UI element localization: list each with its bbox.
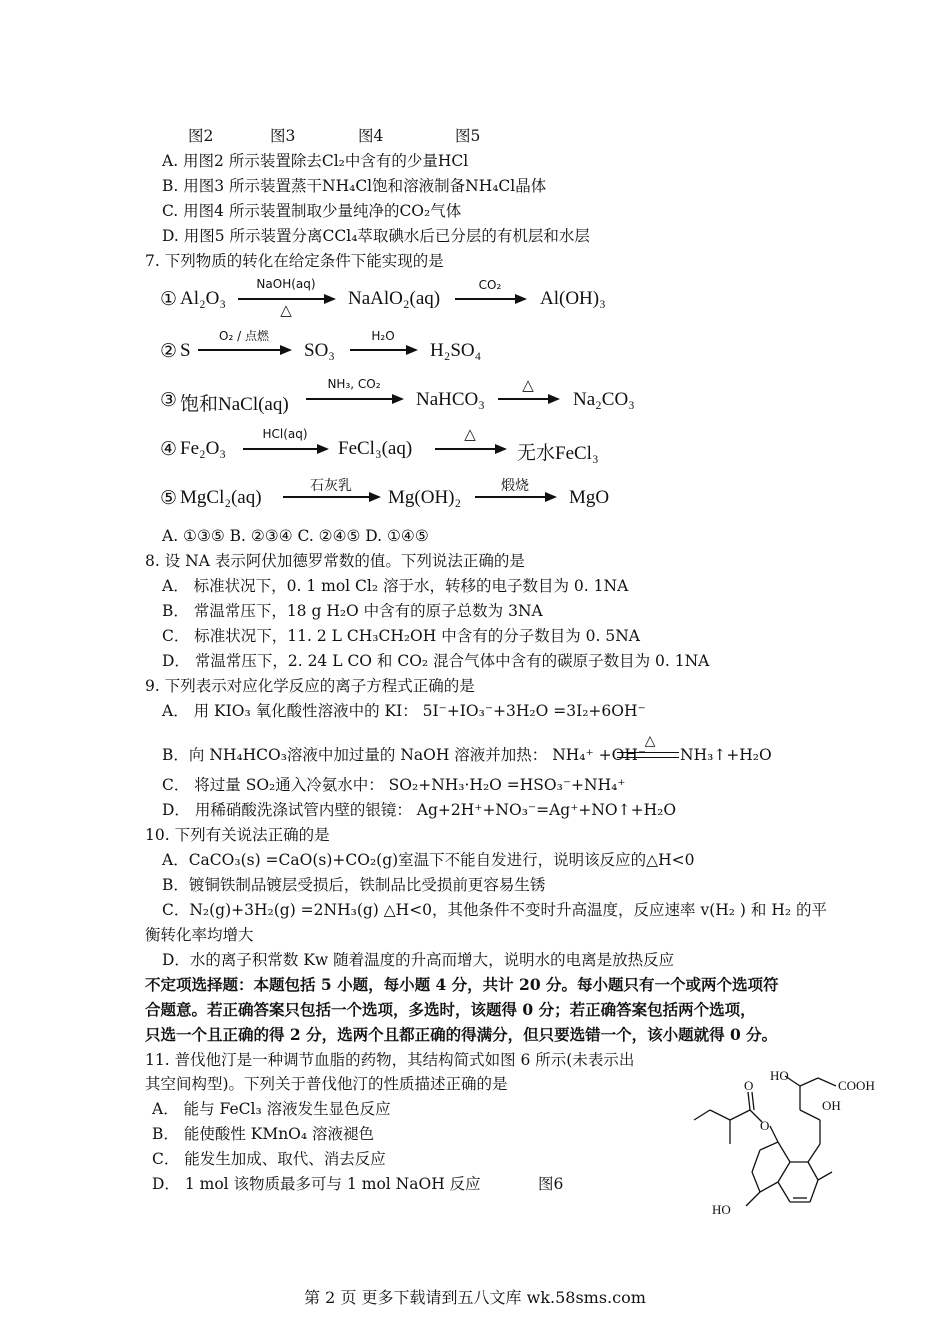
q8-option-d: D． 常温常压下，2. 24 L CO 和 CO₂ 混合气体中含有的碳原子数目为 0. 1NA [162,652,710,670]
fig4-label: 图4 [358,127,384,145]
r5-cond2: 煅烧 [501,478,529,494]
q8-option-a: A． 标准状况下，0. 1 mol Cl₂ 溶于水，转移的电子数目为 0. 1NA [162,577,629,595]
r2-reactant: S [180,340,191,361]
r3-arrow2 [498,398,558,400]
struct-ho-bottom: HO [712,1202,731,1217]
r5-product2: MgO [569,487,610,508]
q6-option-a: A. 用图2 所示装置除去Cl₂中含有的少量HCl [162,152,469,170]
r5-num: ⑤ [160,488,178,509]
fig2-label: 图2 [188,127,214,145]
q10-option-c-line2: 衡转化率均增大 [145,926,254,944]
r3-product1: NaHCO₃ [416,389,485,410]
r3-num: ③ [160,390,178,411]
q10-option-c-line1: C．N₂(g)+3H₂(g) =2NH₃(g) △H<0，其他条件不变时升高温度，反应速率 v(H₂ ) 和 H₂ 的平 [162,901,827,919]
q11-option-c: C． 能发生加成、取代、消去反应 [152,1150,386,1168]
q8-option-c: C． 标准状况下，11. 2 L CH₃CH₂OH 中含有的分子数目为 0. 5NA [162,627,640,645]
r1-cond2: CO₂ [478,278,502,292]
q8-stem: 8. 设 NA 表示阿伏加德罗常数的值。下列说法正确的是 [145,552,525,570]
struct-oh: OH [822,1098,841,1113]
pravastatin-structure [690,1062,890,1222]
r4-heat: △ [464,425,476,443]
q6-option-b: B. 用图3 所示装置蒸干NH₄Cl饱和溶液制备NH₄Cl晶体 [162,177,547,195]
r4-arrow1 [243,448,327,450]
r5-arrow2 [475,496,555,498]
r2-product1: SO₃ [304,340,335,361]
q7-stem: 7. 下列物质的转化在给定条件下能实现的是 [145,252,444,270]
q9-option-c: C． 将过量 SO₂通入冷氨水中： SO₂+NH₃·H₂O =HSO₃⁻+NH₄⁺ [162,776,626,794]
q11-stem-line1: 11. 普伐他汀是一种调节血脂的药物，其结构简式如图 6 所示(未表示出 [145,1051,635,1069]
q9-option-b-left: B．向 NH₄HCO₃溶液中加过量的 NaOH 溶液并加热： NH₄⁺ +OH⁻ [162,746,647,764]
q11-option-a: A． 能与 FeCl₃ 溶液发生显色反应 [152,1100,391,1118]
q10-option-d: D．水的离子积常数 Kw 随着温度的升高而增大，说明水的电离是放热反应 [162,951,675,969]
r5-product1: Mg(OH)₂ [388,487,462,508]
section2-line1: 不定项选择题：本题包括 5 小题，每小题 4 分，共计 20 分。每小题只有一个或两个选项符 [145,975,779,994]
fig5-label: 图5 [455,127,481,145]
q6-option-c: C. 用图4 所示装置制取少量纯净的CO₂气体 [162,202,462,220]
r2-cond2: H₂O [371,329,395,343]
r1-arrow1 [238,298,334,300]
r1-heat: △ [280,301,292,319]
r5-cond1: 石灰乳 [310,478,352,494]
q9-option-b-equals [617,752,679,758]
q9-stem: 9. 下列表示对应化学反应的离子方程式正确的是 [145,677,475,695]
r4-num: ④ [160,439,178,460]
r4-product2: 无水FeCl₃ [517,443,599,464]
q10-stem: 10. 下列有关说法正确的是 [145,826,330,844]
r1-reactant: Al₂O₃ [180,288,226,309]
r1-arrow2 [455,298,525,300]
r5-arrow1 [283,496,379,498]
r4-reactant: Fe₂O₃ [180,438,226,459]
r2-num: ② [160,341,178,362]
r4-cond1: HCl(aq) [262,427,308,441]
page-footer: 第 2 页 更多下载请到五八文库 wk.58sms.com [304,1288,646,1307]
r3-reactant: 饱和NaCl(aq) [180,394,289,415]
r1-product1: NaAlO₂(aq) [348,288,441,309]
r1-num: ① [160,289,178,310]
r2-arrow2 [350,349,416,351]
r2-cond1: O₂ / 点燃 [219,329,269,343]
section2-line3: 只选一个且正确的得 2 分，选两个且都正确的得满分，但只要选错一个，该小题就得 0 分。 [145,1025,778,1044]
r4-arrow2 [435,448,505,450]
r4-product1: FeCl₃(aq) [338,438,413,459]
r2-product2: H₂SO₄ [430,340,482,361]
q11-option-d: D． 1 mol 该物质最多可与 1 mol NaOH 反应 [152,1175,481,1193]
q10-option-b: B．镀铜铁制品镀层受损后，铁制品比受损前更容易生锈 [162,876,546,894]
fig3-label: 图3 [270,127,296,145]
r3-product2: Na₂CO₃ [573,389,635,410]
fig6-label: 图6 [538,1175,564,1193]
q11-stem-line2: 其空间构型)。下列关于普伐他汀的性质描述正确的是 [145,1075,508,1093]
q7-options: A. ①③⑤ B. ②③④ C. ②④⑤ D. ①④⑤ [162,527,429,545]
q8-option-b: B． 常温常压下，18 g H₂O 中含有的原子总数为 3NA [162,602,543,620]
r3-cond1: NH₃, CO₂ [327,377,381,391]
q6-option-d: D. 用图5 所示装置分离CCl₄萃取碘水后已分层的有机层和水层 [162,227,590,245]
struct-o-ester: O [760,1118,770,1133]
q9-option-a: A． 用 KIO₃ 氧化酸性溶液中的 KI： 5I⁻+IO₃⁻+3H₂O =3I₂+6OH⁻ [162,702,646,720]
q10-option-a: A．CaCO₃(s) =CaO(s)+CO₂(g)室温下不能自发进行，说明该反应的△H<0 [162,851,695,869]
r1-cond1: NaOH(aq) [256,277,316,291]
q9-option-d: D． 用稀硝酸洗涤试管内壁的银镜： Ag+2H⁺+NO₃⁻=Ag⁺+NO↑+H₂O [162,801,677,819]
r3-heat: △ [522,376,534,394]
r5-reactant: MgCl₂(aq) [180,487,262,508]
struct-o-carbonyl: O [744,1078,754,1093]
q9-option-b-heat: △ [644,733,656,749]
r2-arrow1 [198,349,290,351]
section2-line2: 合题意。若正确答案只包括一个选项，多选时，该题得 0 分；若正确答案包括两个选项， [145,1000,756,1019]
struct-cooh: COOH [838,1078,875,1093]
struct-ho-top: HO [770,1068,789,1083]
q11-option-b: B． 能使酸性 KMnO₄ 溶液褪色 [152,1125,375,1143]
r3-arrow1 [306,398,402,400]
q9-option-b-right: NH₃↑+H₂O [680,746,772,764]
r1-product2: Al(OH)₃ [540,288,606,309]
